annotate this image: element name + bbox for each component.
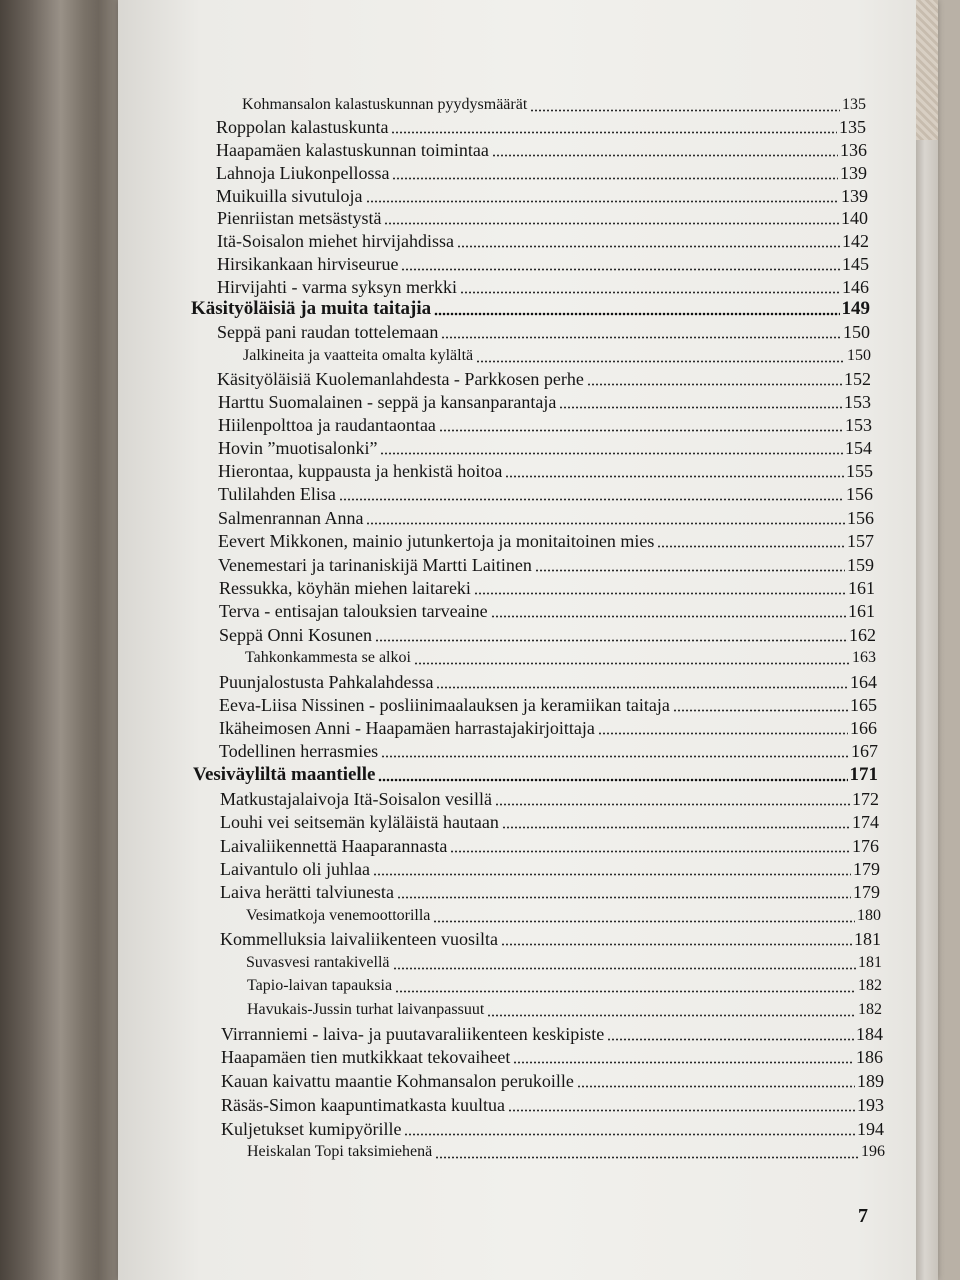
dot-leader [476, 360, 845, 363]
toc-entry-page: 162 [849, 625, 876, 645]
toc-entry [220, 881, 880, 903]
toc-entry-page: 180 [857, 907, 881, 924]
toc-entry-title: Tapio-laivan tapauksia [247, 977, 393, 994]
dot-leader [577, 1085, 855, 1088]
toc-entry [242, 94, 866, 116]
toc-entry-page: 179 [853, 882, 880, 902]
toc-entry-page: 179 [853, 859, 880, 879]
toc-entry [217, 230, 869, 252]
toc-entry-page: 181 [854, 929, 881, 949]
toc-entry-title: Tulilahden Elisa [218, 484, 336, 504]
toc-entry [247, 975, 882, 997]
toc-entry-title: Vesiväyliltä maantielle [193, 764, 376, 785]
dot-leader [392, 177, 838, 180]
toc-entry-title: Lahnoja Liukonpellossa [216, 163, 390, 183]
toc-entry-page: 164 [850, 672, 877, 692]
dot-leader [513, 1061, 854, 1064]
toc-entry-page: 150 [843, 322, 870, 342]
dot-leader [673, 709, 848, 712]
toc-entry-title: Käsityöläisiä ja muita taitajia [191, 298, 432, 319]
toc-entry-page: 182 [858, 977, 882, 994]
toc-entry [218, 391, 871, 413]
toc-entry-page: 156 [846, 484, 873, 504]
toc-entry-title: Jalkineita ja vaatteita omalta kylältä [243, 347, 474, 364]
toc-entry-page: 186 [856, 1047, 883, 1067]
dot-leader [501, 943, 852, 946]
dot-leader [505, 475, 844, 478]
toc-entry-page: 145 [842, 254, 869, 274]
toc-entry [221, 1023, 883, 1045]
toc-entry-title: Haapamäen kalastuskunnan toimintaa [216, 140, 489, 160]
dot-leader [381, 755, 849, 758]
dot-leader [495, 803, 850, 806]
toc-entry-page: 157 [847, 531, 874, 551]
toc-entry [218, 483, 873, 505]
toc-entry-page: 142 [842, 231, 869, 251]
toc-entry [220, 811, 879, 833]
dot-leader [598, 732, 848, 735]
toc-entry-title: Kommelluksia laivaliikenteen vuosilta [220, 929, 498, 949]
toc-entry-title: Suvasvesi rantakivellä [246, 954, 390, 971]
toc-entry-title: Räsäs-Simon kaapuntimatkasta kuultua [221, 1095, 505, 1115]
toc-entry-title: Seppä Onni Kosunen [219, 625, 372, 645]
toc-chapter-entry [193, 764, 878, 786]
toc-entry-page: 193 [857, 1095, 884, 1115]
toc-entry [219, 671, 877, 693]
toc-entry-title: Matkustajalaivoja Itä-Soisalon vesillä [220, 789, 492, 809]
toc-entry-page: 194 [857, 1119, 884, 1139]
toc-entry [218, 554, 874, 576]
dot-leader [491, 615, 846, 618]
toc-entry [219, 740, 878, 762]
dot-leader [502, 826, 850, 829]
toc-entry-title: Käsityöläisiä Kuolemanlahdesta - Parkkosen perhe [217, 369, 584, 389]
toc-entry-page: 140 [841, 208, 868, 228]
toc-entry [217, 276, 869, 298]
toc-entry-title: Terva - entisajan talouksien tarveaine [219, 601, 488, 621]
toc-entry-page: 163 [852, 649, 876, 666]
dot-leader [435, 1156, 859, 1159]
toc-entry-title: Ikäheimosen Anni - Haapamäen harrastajakirjoittaja [219, 718, 595, 738]
toc-entry-title: Ressukka, köyhän miehen laitareki [219, 578, 471, 598]
toc-entry-page: 172 [852, 789, 879, 809]
toc-entry-page: 146 [842, 277, 869, 297]
toc-entry [217, 368, 871, 390]
toc-entry-page: 153 [845, 415, 872, 435]
toc-entry [220, 835, 879, 857]
toc-entry-title: Itä-Soisalon miehet hirvijahdissa [217, 231, 454, 251]
toc-entry-title: Laiva herätti talviunesta [220, 882, 394, 902]
dot-leader [657, 545, 845, 548]
toc-entry-page: 149 [841, 298, 870, 319]
toc-entry-title: Eeva-Liisa Nissinen - posliinimaalauksen ja keramiikan taitaja [219, 695, 670, 715]
dot-leader [404, 1133, 855, 1136]
toc-entry-page: 153 [844, 392, 871, 412]
dot-leader [433, 920, 855, 923]
toc-entry-page: 174 [852, 812, 879, 832]
toc-entry [216, 185, 868, 207]
dot-leader [414, 662, 850, 665]
table-of-contents [118, 0, 938, 1280]
dot-leader [373, 873, 851, 876]
toc-entry [217, 207, 868, 229]
dot-leader [375, 639, 847, 642]
toc-entry [219, 694, 877, 716]
toc-entry-title: Hierontaa, kuppausta ja henkistä hoitoa [218, 461, 503, 481]
dot-leader [530, 109, 840, 112]
toc-entry-title: Hirvijahti - varma syksyn merkki [217, 277, 457, 297]
dot-leader [395, 990, 856, 993]
dot-leader [457, 245, 840, 248]
toc-entry-title: Tahkonkammesta se alkoi [245, 649, 411, 666]
toc-entry-page: 171 [849, 764, 878, 785]
toc-entry-page: 181 [858, 954, 882, 971]
toc-entry [216, 162, 867, 184]
toc-entry-title: Laivaliikennettä Haaparannasta [220, 836, 448, 856]
dot-leader [441, 336, 841, 339]
toc-entry-title: Muikuilla sivutuloja [216, 186, 363, 206]
toc-entry [247, 999, 882, 1021]
toc-entry-page: 152 [844, 369, 871, 389]
toc-entry [221, 1118, 884, 1140]
toc-entry-title: Kauan kaivattu maantie Kohmansalon perukoille [221, 1071, 574, 1091]
toc-entry-page: 161 [848, 601, 875, 621]
toc-entry [216, 116, 866, 138]
toc-entry-page: 139 [841, 186, 868, 206]
toc-entry [220, 928, 881, 950]
toc-entry [218, 530, 874, 552]
toc-entry [220, 788, 879, 810]
toc-entry-page: 156 [847, 508, 874, 528]
toc-entry [217, 321, 870, 343]
toc-entry [218, 460, 873, 482]
toc-entry [247, 1141, 885, 1163]
toc-entry-title: Pienriistan metsästystä [217, 208, 382, 228]
toc-entry [221, 1046, 883, 1068]
dot-leader [366, 200, 840, 203]
toc-entry-page: 165 [850, 695, 877, 715]
toc-entry-page: 136 [840, 140, 867, 160]
toc-entry [221, 1070, 884, 1092]
toc-entry-title: Hiilenpolttoa ja raudantaontaa [218, 415, 436, 435]
toc-entry [218, 414, 872, 436]
toc-entry-page: 176 [852, 836, 879, 856]
toc-entry-title: Eevert Mikkonen, mainio jutunkertoja ja monitaitoinen mies [218, 531, 655, 551]
toc-entry-page: 161 [848, 578, 875, 598]
toc-entry-title: Kohmansalon kalastuskunnan pyydysmäärät [242, 96, 528, 113]
toc-entry [221, 1094, 884, 1116]
toc-entry-title: Vesimatkoja venemoottorilla [246, 907, 431, 924]
toc-entry-page: 182 [858, 1001, 882, 1018]
toc-entry-title: Hovin ”muotisalonki” [218, 438, 378, 458]
toc-entry-title: Harttu Suomalainen - seppä ja kansanparantaja [218, 392, 557, 412]
toc-entry [219, 717, 877, 739]
dot-leader [393, 967, 856, 970]
toc-entry [218, 507, 874, 529]
book-page [118, 0, 938, 1280]
toc-entry [246, 905, 881, 927]
toc-entry-page: 154 [845, 438, 872, 458]
dot-leader [436, 686, 848, 689]
toc-entry [246, 952, 882, 974]
toc-entry [219, 600, 875, 622]
dot-leader [380, 452, 843, 455]
dot-leader [434, 312, 839, 316]
dot-leader [378, 778, 847, 782]
toc-entry-title: Puunjalostusta Pahkalahdessa [219, 672, 434, 692]
toc-entry-page: 184 [856, 1024, 883, 1044]
toc-chapter-entry [191, 298, 870, 320]
toc-entry [245, 647, 876, 669]
toc-entry [243, 345, 871, 367]
toc-entry-title: Heiskalan Topi taksimiehenä [247, 1143, 433, 1160]
toc-entry-title: Virranniemi - laiva- ja puutavaraliikenteen keskipiste [221, 1024, 605, 1044]
toc-entry-page: 150 [847, 347, 871, 364]
dot-leader [391, 131, 837, 134]
dot-leader [366, 522, 845, 525]
toc-entry-page: 166 [850, 718, 877, 738]
page-number: 7 [858, 1205, 868, 1227]
toc-entry-page: 159 [847, 555, 874, 575]
dot-leader [508, 1109, 855, 1112]
toc-entry-title: Roppolan kalastuskunta [216, 117, 389, 137]
toc-entry-page: 155 [846, 461, 873, 481]
dot-leader [492, 154, 838, 157]
toc-entry-title: Seppä pani raudan tottelemaan [217, 322, 439, 342]
toc-entry-title: Laivantulo oli juhlaa [220, 859, 370, 879]
dot-leader [535, 569, 845, 572]
toc-entry-page: 139 [840, 163, 867, 183]
toc-entry [219, 577, 875, 599]
toc-entry-page: 135 [839, 117, 866, 137]
dot-leader [397, 896, 851, 899]
toc-entry-page: 167 [851, 741, 878, 761]
toc-entry [217, 253, 869, 275]
toc-entry-title: Venemestari ja tarinaniskijä Martti Laitinen [218, 555, 532, 575]
toc-entry-title: Kuljetukset kumipyörille [221, 1119, 402, 1139]
toc-entry-page: 196 [861, 1143, 885, 1160]
toc-entry-page: 135 [842, 96, 866, 113]
toc-entry-title: Salmenrannan Anna [218, 508, 364, 528]
toc-entry [219, 624, 876, 646]
dot-leader [460, 291, 840, 294]
dot-leader [587, 383, 842, 386]
dot-leader [339, 498, 844, 501]
toc-entry-title: Todellinen herrasmies [219, 741, 379, 761]
toc-entry-title: Louhi vei seitsemän kyläläistä hautaan [220, 812, 499, 832]
dot-leader [401, 268, 840, 271]
toc-entry-page: 189 [857, 1071, 884, 1091]
toc-entry-title: Haapamäen tien mutkikkaat tekovaiheet [221, 1047, 511, 1067]
dot-leader [474, 592, 846, 595]
dot-leader [439, 429, 843, 432]
dot-leader [607, 1038, 854, 1041]
toc-entry [220, 858, 880, 880]
dot-leader [559, 406, 842, 409]
toc-entry [218, 437, 872, 459]
toc-entry-title: Havukais-Jussin turhat laivanpassuut [247, 1001, 485, 1018]
dot-leader [450, 850, 850, 853]
toc-entry [216, 139, 867, 161]
dot-leader [384, 222, 839, 225]
dot-leader [487, 1014, 856, 1017]
toc-entry-title: Hirsikankaan hirviseurue [217, 254, 399, 274]
